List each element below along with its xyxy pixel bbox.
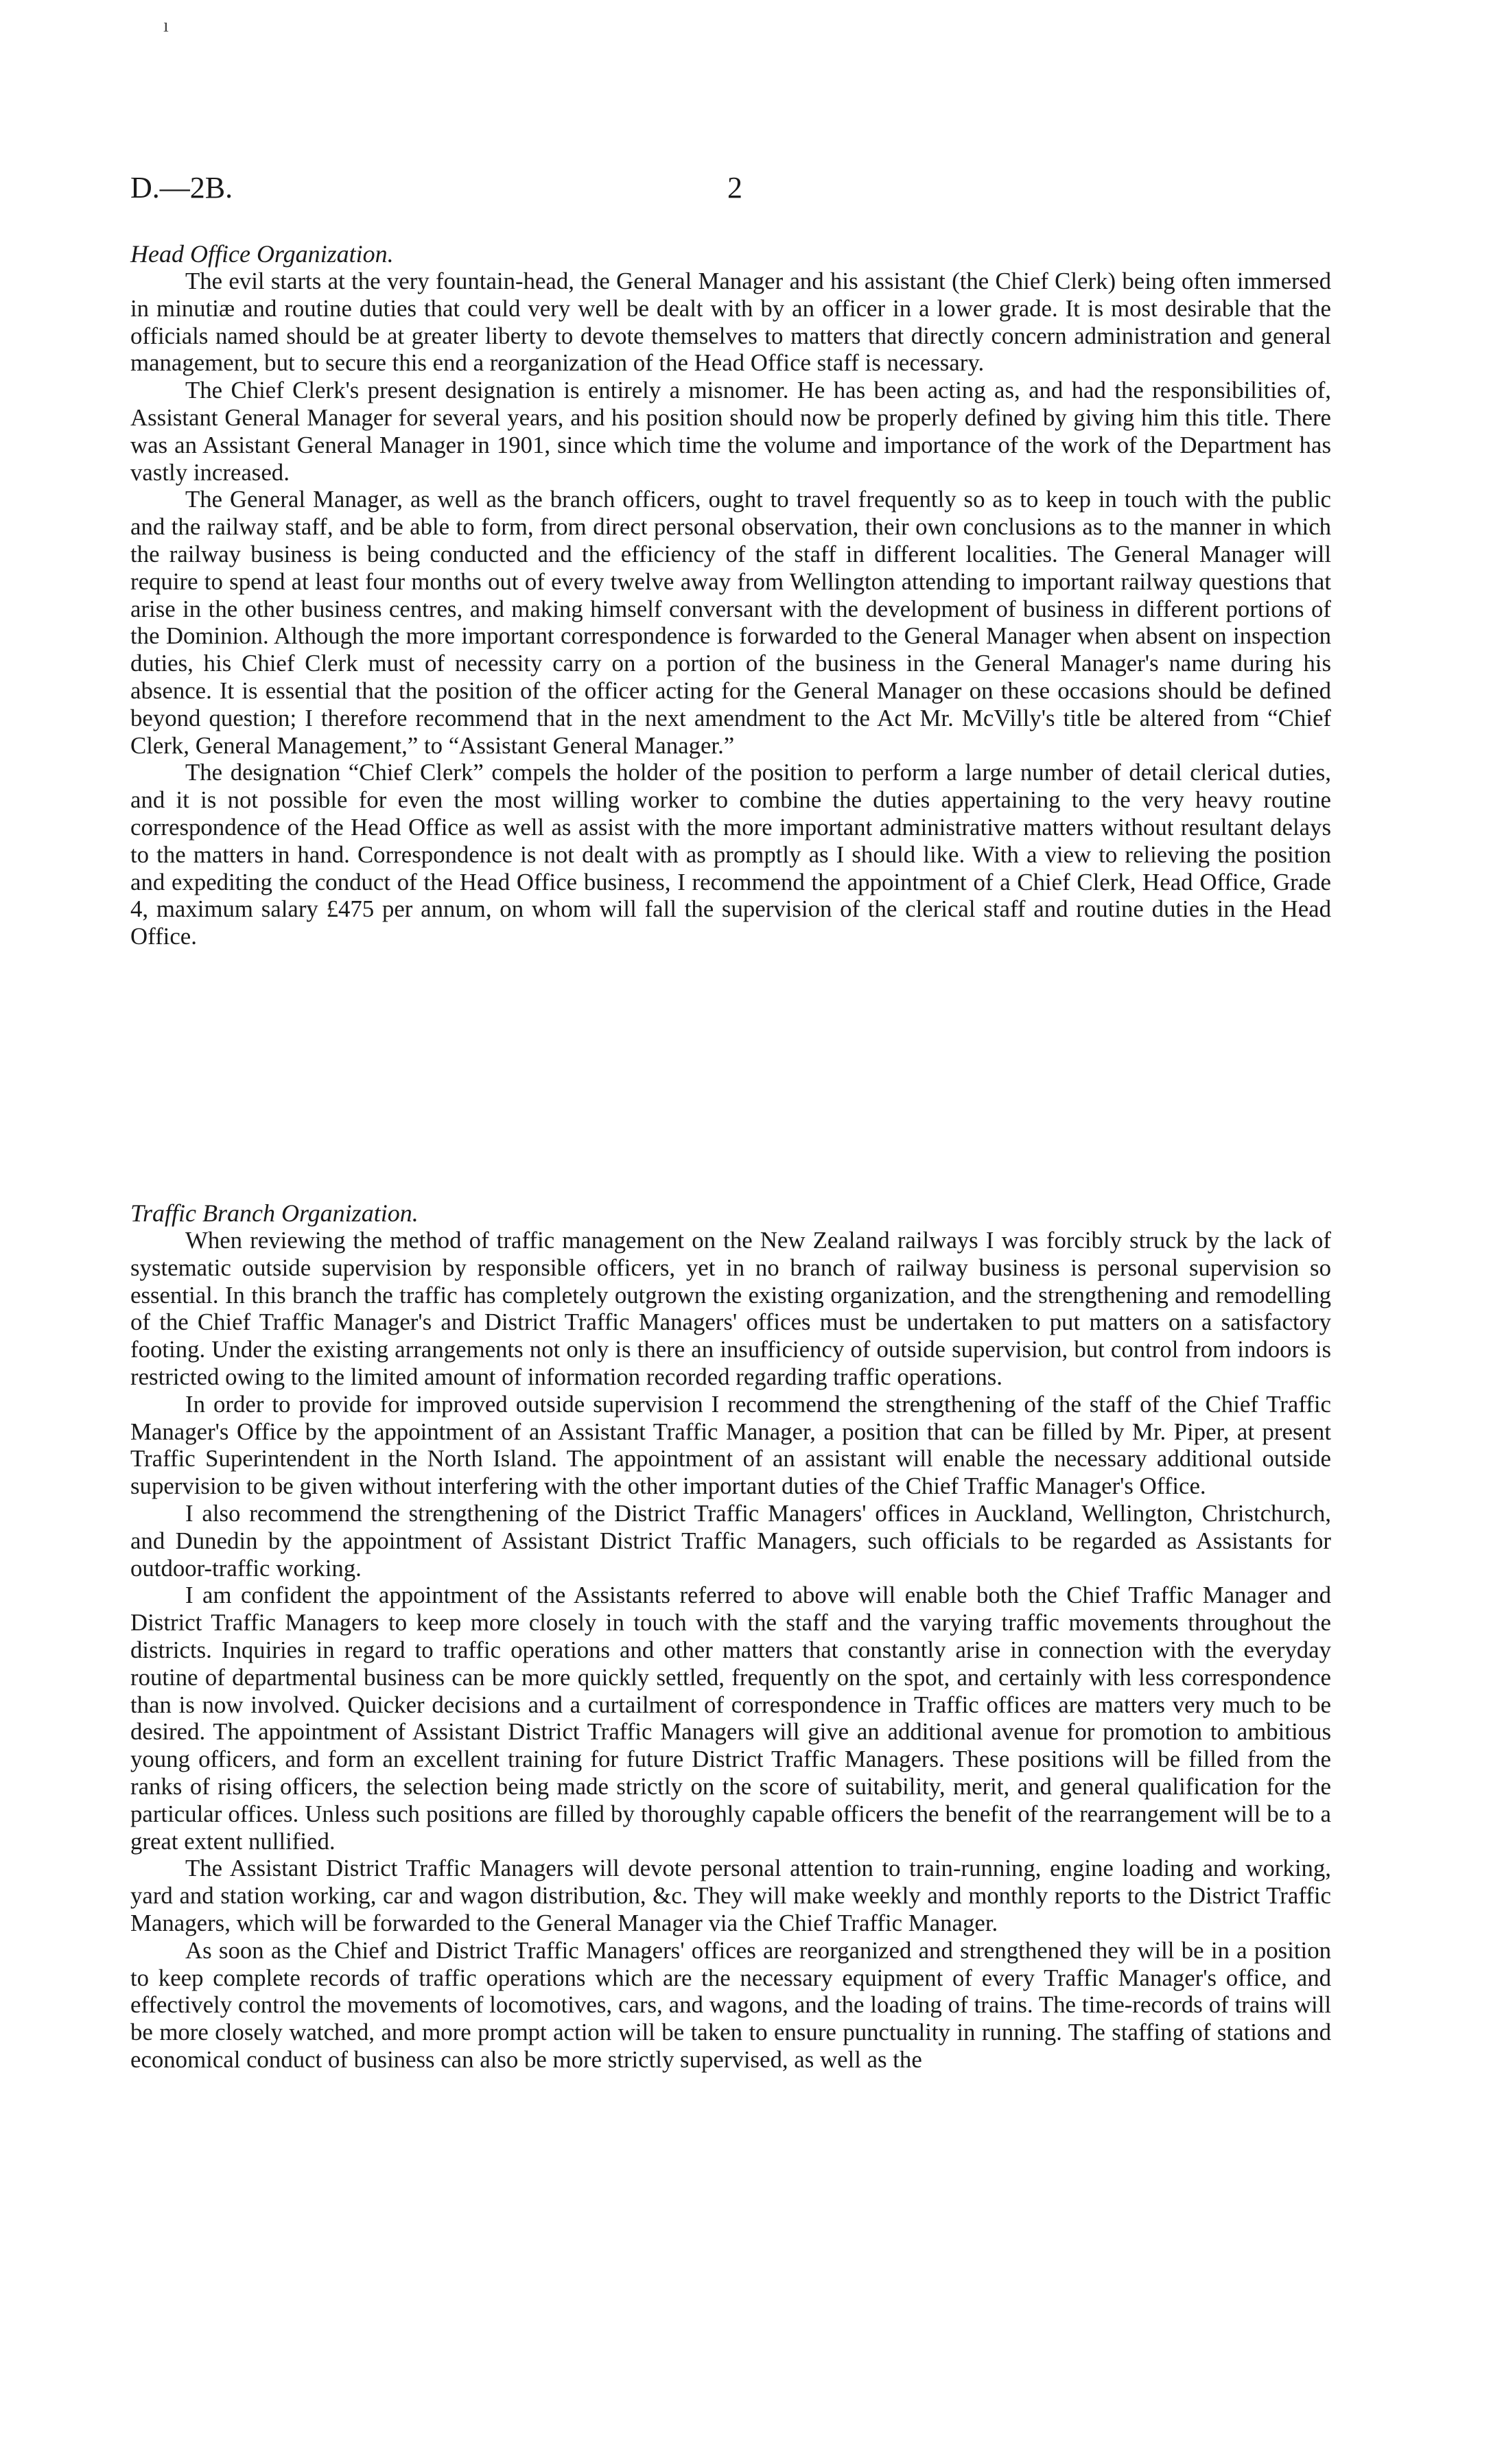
section-heading: Head Office Organization. <box>130 240 394 268</box>
section-heading: Traffic Branch Organization. <box>130 1199 419 1227</box>
paragraph: In order to provide for improved outside supervision I recommend the strengthening of the staff of the Chief Traffic Manager's Office by the appointment of an Assistant Traffic Manager, a position that can be filled by Mr. Piper, at present Traffic Superintendent in the North Island. The appointment of an assistant will enable the necessary additional outside supervision to be given without interfering with the other important duties of the Chief Traffic Manager's Office. <box>130 1390 1331 1500</box>
paragraph: The evil starts at the very fountain-head, the General Manager and his assistant (the Chief Clerk) being often immersed in minutiæ and routine duties that could very well be dealt with by an officer in a lower grade. It is most desirable that the officials named should be at greater liberty to devote themselves to matters that directly concern administration and general management, but to secure this end a reorganization of the Head Office staff is necessary. <box>130 268 1331 377</box>
page-number: 2 <box>727 171 742 204</box>
section-traffic-branch <box>130 1199 1331 2074</box>
paragraph: When reviewing the method of traffic management on the New Zealand railways I was forcibly struck by the lack of systematic outside supervision by responsible officers, yet in no branch of railway business is personal supervision so essential. In this branch the traffic has completely outgrown the existing organization, and the strengthening and remodelling of the Chief Traffic Manager's and District Traffic Managers' offices must be undertaken to put matters on a satisfactory footing. Under the existing arrangements not only is there an insufficiency of outside supervision, but control from indoors is restricted owing to the limited amount of information recorded regarding traffic operations. <box>130 1227 1331 1390</box>
paragraph: As soon as the Chief and District Traffic Managers' offices are reorganized and strengthened they will be in a position to keep complete records of traffic operations which are the necessary equipment of every Traffic Manager's office, and effectively control the movements of locomotives, cars, and wagons, and the loading of trains. The time-records of trains will be more closely watched, and more prompt action will be taken to ensure punctuality in running. The staffing of stations and economical conduct of business can also be more strictly supervised, as well as the <box>130 1936 1331 2073</box>
paragraph: The designation “Chief Clerk” compels the holder of the position to perform a large number of detail clerical duties, and it is not possible for even the most willing worker to combine the duties appertaining to the very heavy routine correspondence of the Head Office as well as assist with the more important administrative matters without resultant delays to the matters in hand. Correspondence is not dealt with as promptly as I should like. With a view to relieving the position and expediting the conduct of the Head Office business, I recommend the appointment of a Chief Clerk, Head Office, Grade 4, maximum salary £475 per annum, on whom will fall the supervision of the clerical staff and routine duties in the Head Office. <box>130 759 1331 950</box>
paragraph: I also recommend the strengthening of the District Traffic Managers' offices in Auckland, Wellington, Christchurch, and Dunedin by the appointment of Assistant District Traffic Managers, such officials to be regarded as Assistants for outdoor-traffic working. <box>130 1499 1331 1582</box>
paragraph: I am confident the appointment of the Assistants referred to above will enable both the Chief Traffic Manager and District Traffic Managers to keep more closely in touch with the staff and the varying traffic movements throughout the districts. Inquiries in regard to traffic operations and other matters that constantly arise in connection with the everyday routine of departmental business can be more quickly settled, frequently on the spot, and certainly with less correspondence than is now involved. Quicker decisions and a curtailment of correspondence in Traffic offices are matters very much to be desired. The appointment of Assistant District Traffic Managers will give an additional avenue for promotion to ambitious young officers, and form an excellent training for future District Traffic Managers. These positions will be filled from the ranks of rising officers, the selection being made strictly on the score of suitability, merit, and general qualification for the particular offices. Unless such positions are filled by thoroughly capable officers the benefit of the rearrangement will be to a great extent nullified. <box>130 1582 1331 1855</box>
paragraph: The Assistant District Traffic Managers will devote personal attention to train-running, engine loading and working, yard and station working, car and wagon distribution, &c. They will make weekly and monthly reports to the District Traffic Managers, which will be forwarded to the General Manager via the Chief Traffic Manager. <box>130 1855 1331 1936</box>
section-head-office <box>130 240 1331 950</box>
scan-mark: ı <box>163 15 169 36</box>
paragraph: The Chief Clerk's present designation is entirely a misnomer. He has been acting as, and had the responsibilities of, Assistant General Manager for several years, and his position should now be properly defined by giving him this title. There was an Assistant General Manager in 1901, since which time the volume and importance of the work of the Department has vastly increased. <box>130 377 1331 486</box>
paragraph: The General Manager, as well as the branch officers, ought to travel frequently so as to keep in touch with the public and the railway staff, and be able to form, from direct personal observation, their own conclusions as to the manner in which the railway business is being conducted and the efficiency of the staff in different localities. The General Manager will require to spend at least four months out of every twelve away from Wellington attending to important railway questions that arise in the other business centres, and making himself conversant with the development of business in different portions of the Dominion. Although the more important correspondence is forwarded to the General Manager when absent on inspection duties, his Chief Clerk must of necessity carry on a portion of the business in the General Manager's name during his absence. It is essential that the position of the officer acting for the General Manager on these occasions should be defined beyond question; I therefore recommend that in the next amendment to the Act Mr. McVilly's title be altered from “Chief Clerk, General Management,” to “Assistant General Manager.” <box>130 486 1331 759</box>
page-header <box>130 170 1365 211</box>
document-reference: D.—2B. <box>130 171 233 204</box>
